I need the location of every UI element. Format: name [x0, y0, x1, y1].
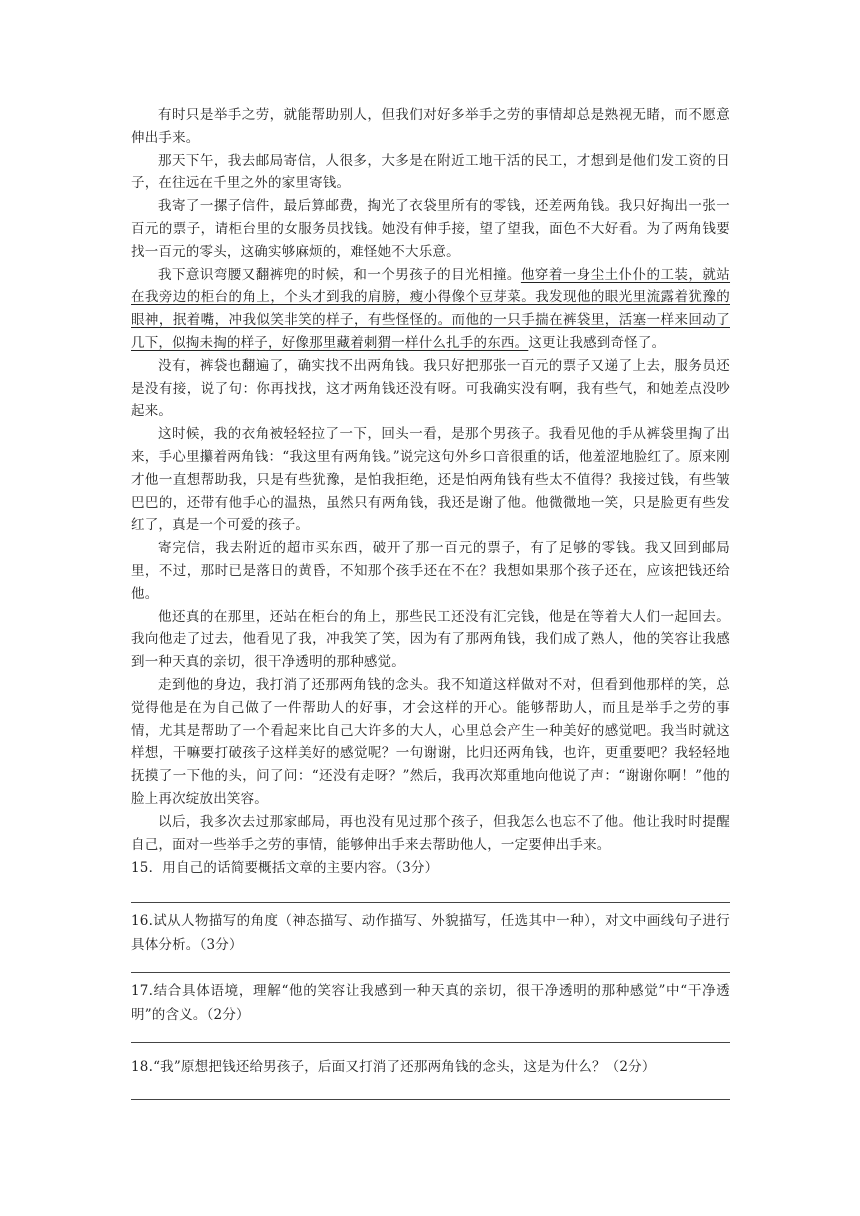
paragraph-1: 有时只是举手之劳，就能帮助别人，但我们对好多举手之劳的事情却总是熟视无睹，而不愿意伸出手来。 [131, 107, 730, 146]
paragraph-5: 没有，裤袋也翻遍了，确实找不出两角钱。我只好把那张一百元的票子又递了上去，服务员还是没有接，说了句：你再找找，这才两角钱还没有呀。可我确实没有啊，我有些气，和她差点没吵起来。 [131, 357, 730, 420]
question-16: 16.试从人物描写的角度（神态描写、动作描写、外貌描写，任选其中一种），对文中画线句子进行具体分析。（3分） [131, 913, 730, 954]
paragraph-6: 这时候，我的衣角被轻轻拉了一下，回头一看，是那个男孩子。我看见他的手从裤袋里掏了出来，手心里攥着两角钱：“我这里有两角钱。”说完这句外乡口音很重的话，他羞涩地脸红了。原来刚才他一直想帮助我，只是有些犹豫，是怕我拒绝，还是怕两角钱有些太不值得？我接过钱，有些皱巴巴的，还带有他手心的温热，虽然只有两角钱，我还是谢了他。他微微地一笑，只是脸更有些发红了，真是一个可爱的孩子。 [131, 426, 730, 534]
question-15: 15．用自己的话简要概括文章的主要内容。（3分） [131, 860, 439, 877]
paragraph-4-lead: 我下意识弯腰又翻裤兜的时候，和一个男孩子的目光相撞。 [158, 266, 521, 283]
reading-passage [131, 104, 730, 1100]
paragraph-2: 那天下午，我去邮局寄信，人很多，大多是在附近工地干活的民工，才想到是他们发工资的日子，在往远在千里之外的家里寄钱。 [131, 152, 730, 192]
paragraph-4-tail: 这更让我感到奇怪了。 [528, 334, 666, 351]
question-17: 17.结合具体语境，理解“他的笑容让我感到一种天真的亲切，很干净透明的那种感觉”中“干净透明”的含义。（2分） [131, 983, 730, 1024]
paragraph-3: 我寄了一摞子信件，最后算邮费，掏光了衣袋里所有的零钱，还差两角钱。我只好掏出一张一百元的票子，请柜台里的女服务员找钱。她没有伸手接，望了望我，面色不大好看。为了两角钱要找一百元的零头，这确实够麻烦的，难怪她不大乐意。 [131, 198, 730, 260]
paragraph-7: 寄完信，我去附近的超市买东西，破开了那一百元的票子，有了足够的零钱。我又回到邮局里，不过，那时已是落日的黄昏，不知那个孩手还在不在？我想如果那个孩子还在，应该把钱还给他。 [131, 540, 730, 602]
question-18: 18.“我”原想把钱还给男孩子，后面又打消了还那两角钱的念头，这是为什么？（2分） [131, 1059, 656, 1076]
paragraph-9: 走到他的身边，我打消了还那两角钱的念头。我不知道这样做对不对，但看到他那样的笑，总觉得他是在为自己做了一件帮助人的好事，才会这样的开心。能够帮助人，而且是举手之劳的事情，尤其是帮助了一个看起来比自己大许多的大人，心里总会产生一种美好的感觉吧。我当时就这样想，干嘛要打破孩子这样美好的感觉呢？一句谢谢，比归还两角钱，也许，更重要吧？我轻轻地抚摸了一下他的头，问了问：“还没有走呀？”然后，我再次郑重地向他说了声：“谢谢你啊！”他的脸上再次绽放出笑容。 [131, 676, 730, 807]
paragraph-10: 以后，我多次去过那家邮局，再也没有见过那个孩子，但我怎么也忘不了他。他让我时时提醒自己，面对一些举手之劳的事情，能够伸出手来去帮助他人，一定要伸出手来。 [131, 813, 730, 853]
paragraph-4 [131, 264, 730, 355]
answer-line-18 [131, 1099, 730, 1100]
underlined-sentences: 他穿着一身尘土仆仆的工装，就站在我旁边的柜台的角上，个头才到我的肩膀，瘦小得像个豆芽菜。我发现他的眼光里流露着犹豫的眼神，抿着嘴，冲我似笑非笑的样子，有些怪怪的。而他的一只手揣在裤袋里，活塞一样来回动了几下，似掏未掏的样子，好像那里藏着刺猬一样什么扎手的东西。 [131, 266, 731, 351]
paragraph-8: 他还真的在那里，还站在柜台的角上，那些民工还没有汇完钱，他是在等着大人们一起回去。我向他走了过去，他看见了我，冲我笑了笑，因为有了那两角钱，我们成了熟人，他的笑容让我感到一种天真的亲切，很干净透明的那种感觉。 [131, 608, 730, 671]
